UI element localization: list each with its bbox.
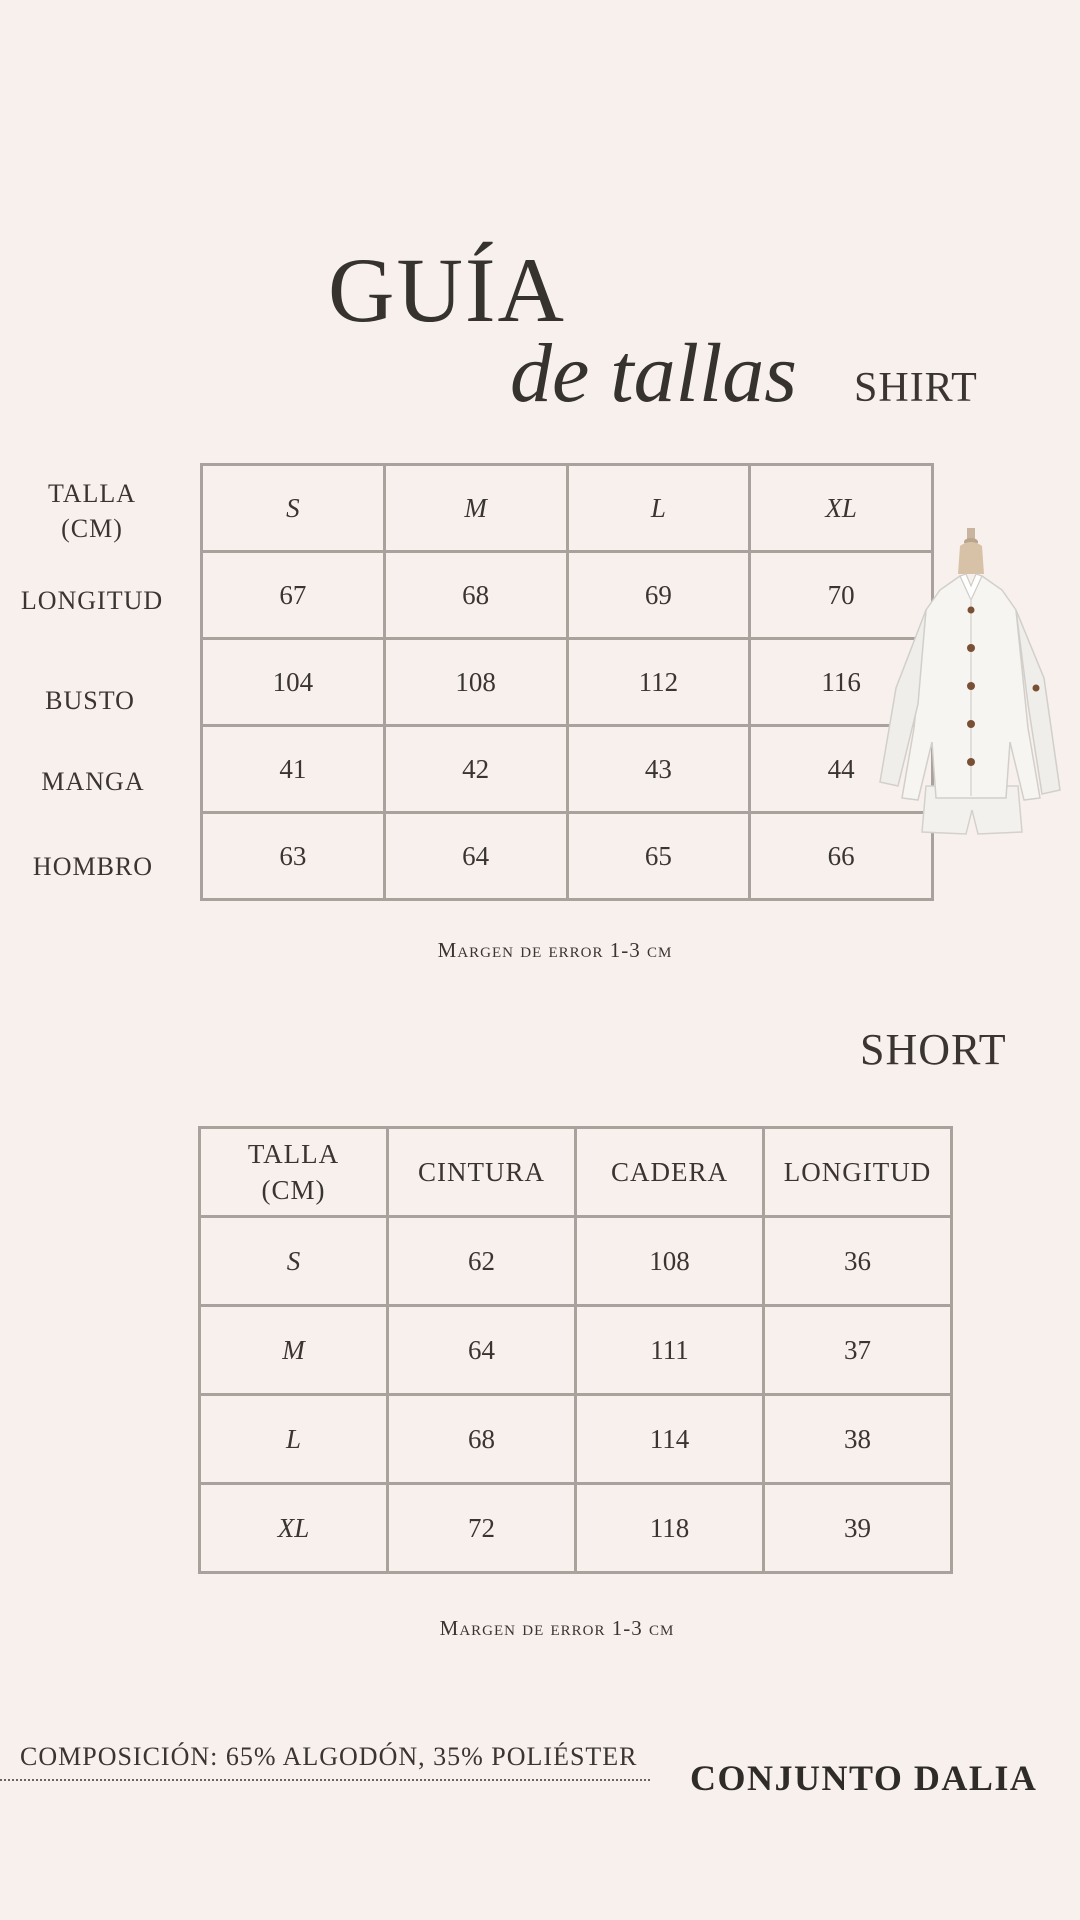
table-cell: 108 — [384, 639, 567, 726]
table-cell: 104 — [202, 639, 385, 726]
shirt-rowlabel-longitud: LONGITUD — [20, 586, 164, 615]
shirt-rowlabel-talla — [0, 476, 187, 546]
table-cell: 118 — [576, 1484, 764, 1573]
table-cell: 111 — [576, 1306, 764, 1395]
page-subtitle: de tallas — [510, 327, 797, 420]
table-cell: 67 — [202, 552, 385, 639]
table-cell: 116 — [750, 639, 933, 726]
table-header-cell: CADERA — [576, 1128, 764, 1217]
table-cell: 38 — [764, 1395, 952, 1484]
rowlabel-talla-text: TALLA — [47, 479, 137, 508]
rowlabel-cm-text: (CM) — [61, 514, 123, 544]
table-row — [200, 1306, 952, 1395]
header-cm-text: (CM) — [261, 1175, 326, 1205]
mannequin-shirt-shorts-icon — [878, 528, 1064, 844]
table-cell: 70 — [750, 552, 933, 639]
table-cell: 39 — [764, 1484, 952, 1573]
table-cell: 43 — [567, 726, 750, 813]
table-cell: 114 — [576, 1395, 764, 1484]
table-cell: 64 — [384, 813, 567, 900]
table-cell: 65 — [567, 813, 750, 900]
table-cell: 72 — [388, 1484, 576, 1573]
short-size-table — [198, 1126, 953, 1574]
table-cell: L — [567, 465, 750, 552]
table-cell: 41 — [202, 726, 385, 813]
table-cell: L — [200, 1395, 388, 1484]
table-row — [202, 726, 933, 813]
shirt-size-table — [200, 463, 934, 901]
table-row — [200, 1217, 952, 1306]
composition-divider — [0, 1779, 650, 1781]
table-cell: 37 — [764, 1306, 952, 1395]
table-cell: 42 — [384, 726, 567, 813]
table-row — [202, 639, 933, 726]
table-cell: 63 — [202, 813, 385, 900]
table-cell: M — [384, 465, 567, 552]
table-cell: 64 — [388, 1306, 576, 1395]
table-row — [200, 1484, 952, 1573]
table-cell: 69 — [567, 552, 750, 639]
shirt-rowlabel-hombro: HOMBRO — [32, 852, 154, 881]
table-row — [200, 1395, 952, 1484]
table-header-cell: CINTURA — [388, 1128, 576, 1217]
table-row — [202, 552, 933, 639]
table-row — [200, 1128, 952, 1217]
shirt-error-note: Margen de error 1-3 cm — [437, 938, 673, 962]
table-cell: XL — [200, 1484, 388, 1573]
table-cell: 36 — [764, 1217, 952, 1306]
table-cell: 68 — [388, 1395, 576, 1484]
table-cell: 108 — [576, 1217, 764, 1306]
table-cell: M — [200, 1306, 388, 1395]
table-cell: S — [202, 465, 385, 552]
table-cell: 62 — [388, 1217, 576, 1306]
table-row — [202, 813, 933, 900]
table-cell: 66 — [750, 813, 933, 900]
shirt-section-label: SHIRT — [854, 365, 978, 411]
composition-text: COMPOSICIÓN: 65% ALGODÓN, 35% POLIÉSTER — [20, 1742, 638, 1771]
shirt-rowlabel-busto: BUSTO — [45, 686, 135, 715]
table-cell: 44 — [750, 726, 933, 813]
table-cell: 112 — [567, 639, 750, 726]
shirt-rowlabel-manga: MANGA — [41, 767, 145, 796]
table-row — [202, 465, 933, 552]
page-title: GUÍA — [328, 239, 566, 341]
table-cell: XL — [750, 465, 933, 552]
brand-name: CONJUNTO DALIA — [690, 1758, 1038, 1798]
table-header-cell — [200, 1128, 388, 1217]
table-cell: 68 — [384, 552, 567, 639]
short-section-label: SHORT — [860, 1025, 1007, 1074]
short-error-note: Margen de error 1-3 cm — [439, 1616, 675, 1640]
table-header-cell: LONGITUD — [764, 1128, 952, 1217]
header-talla-text: TALLA — [247, 1138, 340, 1169]
table-cell: S — [200, 1217, 388, 1306]
